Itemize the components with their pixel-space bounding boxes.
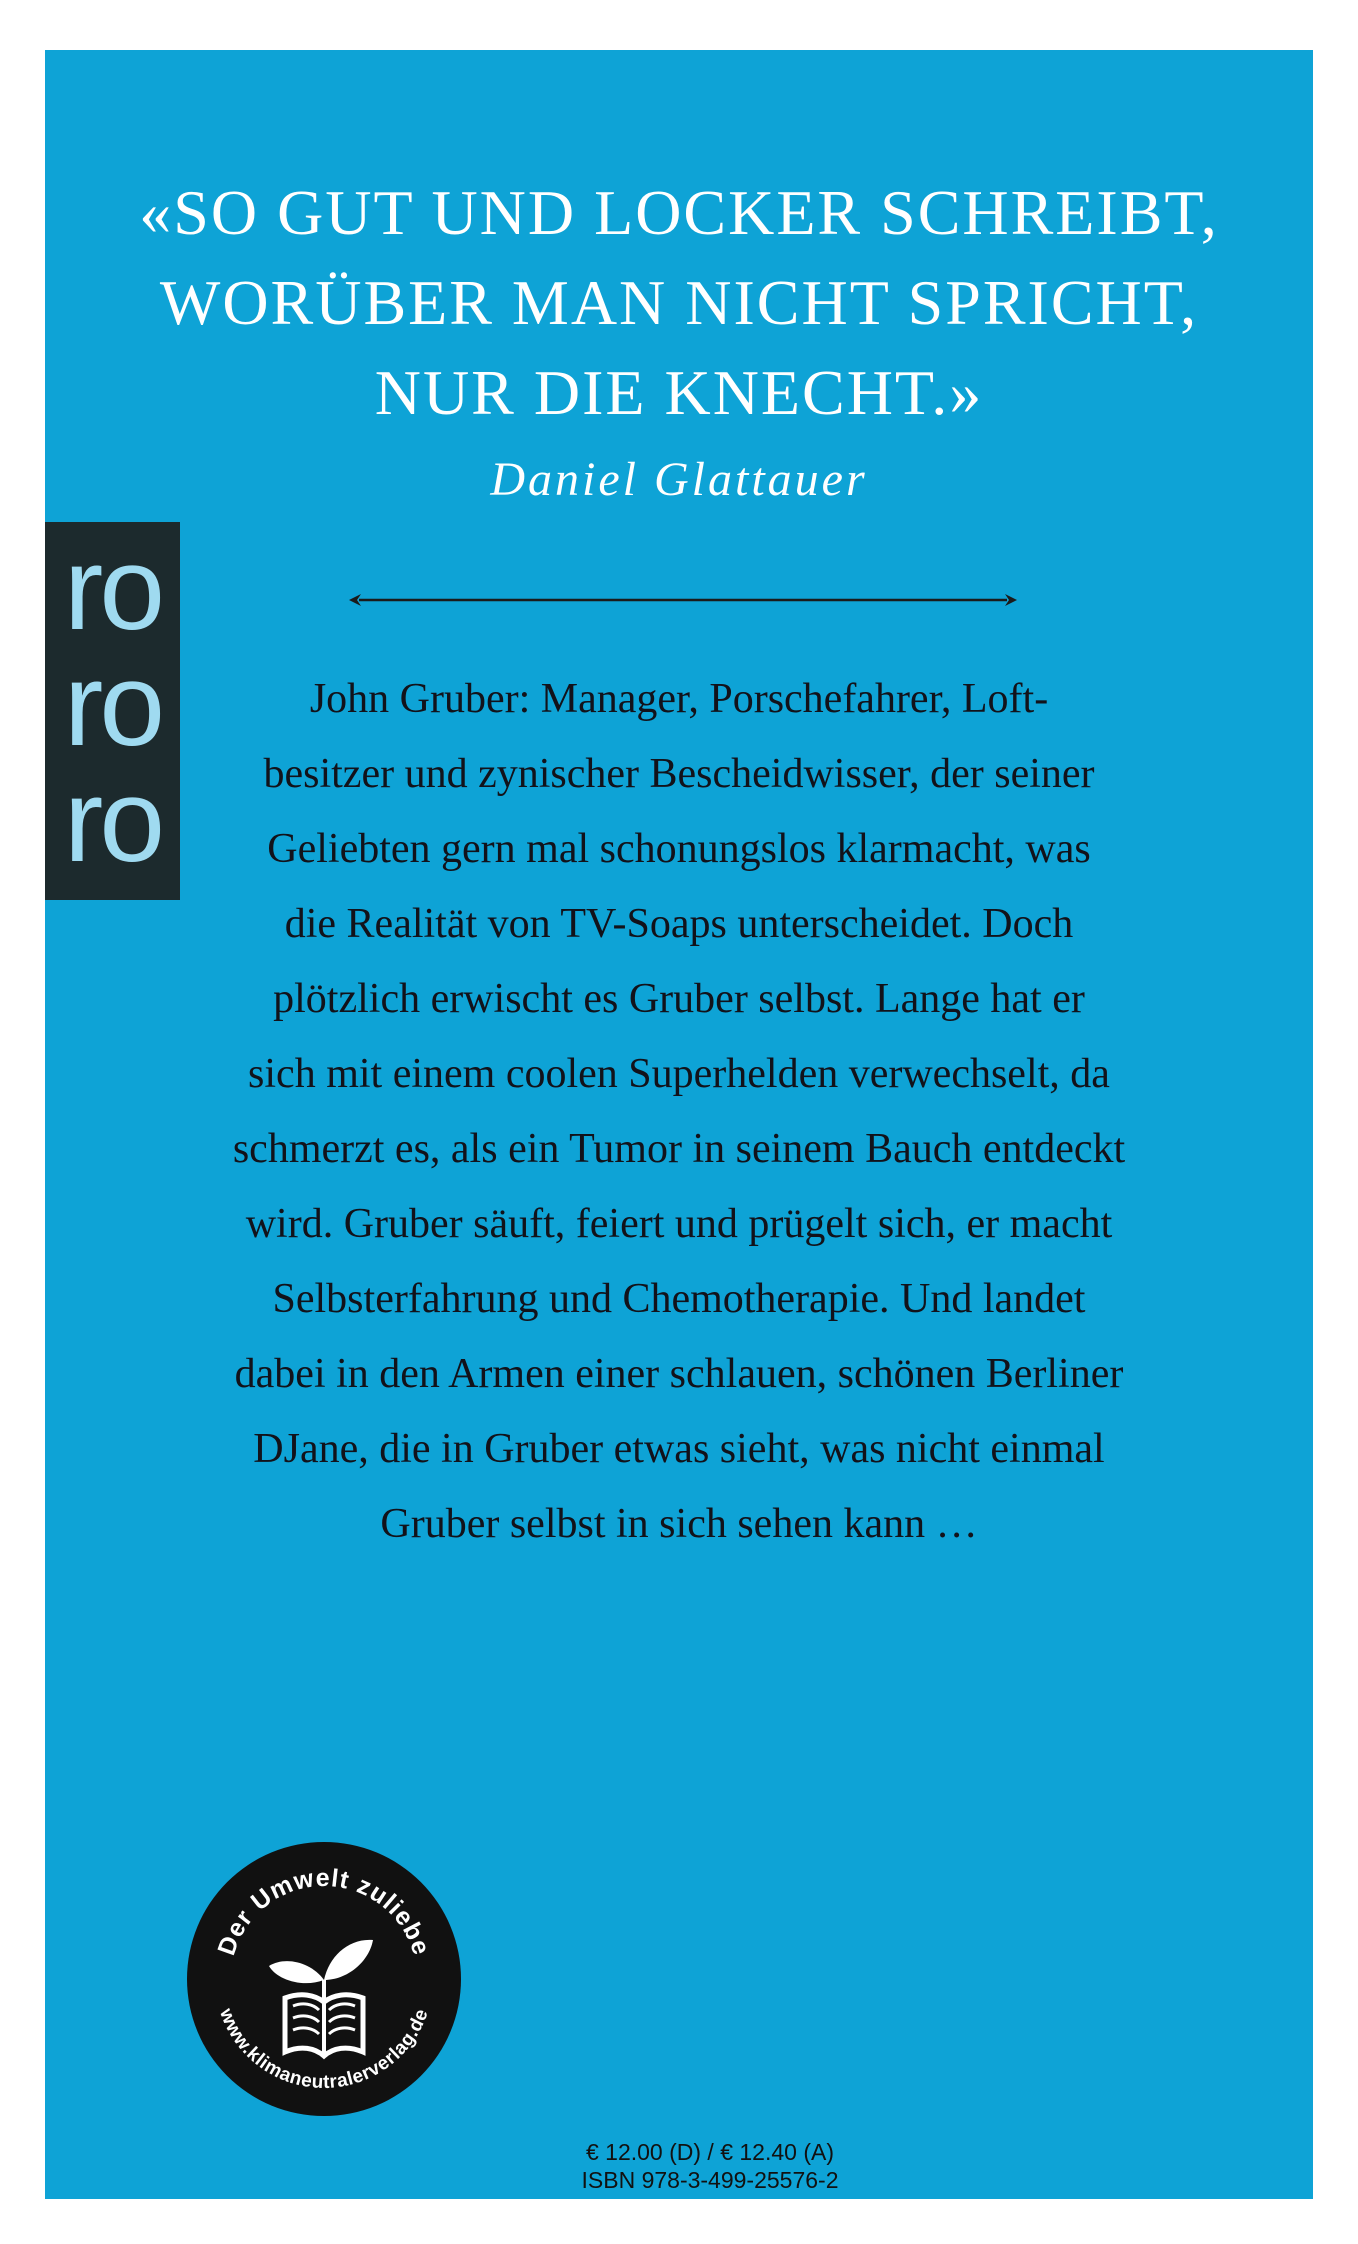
logo-row: ro xyxy=(64,755,161,887)
back-cover xyxy=(45,50,1313,2199)
blurb-line: schmerzt es, als ein Tumor in seinem Bauch entdeckt xyxy=(232,1126,1126,1172)
price-label: € 12.00 (D) / € 12.40 (A) xyxy=(585,2139,834,2165)
book-blurb xyxy=(45,662,1313,1562)
seal-top-text: Der Umwelt zuliebe xyxy=(212,1863,436,1959)
publisher-logo xyxy=(45,522,180,900)
blurb-line: Gruber selbst in sich sehen kann … xyxy=(380,1501,978,1547)
cover-quote xyxy=(45,168,1313,438)
quote-line: NUR DIE KNECHT.» xyxy=(374,357,984,428)
quote-line: WORÜBER MAN NICHT SPRICHT, xyxy=(159,267,1199,338)
blurb-line: dabei in den Armen einer schlauen, schönen Berliner xyxy=(234,1351,1124,1397)
blurb-line: plötzlich erwischt es Gruber selbst. Lange hat er xyxy=(273,976,1085,1022)
blurb-line: die Realität von TV-Soaps unterscheidet. Doch xyxy=(284,901,1074,947)
blurb-line: besitzer und zynischer Bescheidwisser, der seiner xyxy=(263,751,1095,797)
blurb-line: Geliebten gern mal schonungslos klarmacht, was xyxy=(267,826,1091,872)
blurb-line: Selbsterfahrung und Chemotherapie. Und landet xyxy=(272,1276,1086,1322)
ornament-divider-icon xyxy=(347,588,1019,612)
quote-author: Daniel Glattauer xyxy=(490,453,868,506)
logo-row: ro xyxy=(64,523,161,655)
blurb-line: sich mit einem coolen Superhelden verwechselt, da xyxy=(248,1051,1110,1097)
blurb-line: John Gruber: Manager, Porschefahrer, Loft- xyxy=(309,676,1049,722)
quote-line: «SO GUT UND LOCKER SCHREIBT, xyxy=(139,177,1219,248)
seal-bottom-text: www.klimaneutralerverlag.de xyxy=(215,2005,433,2094)
isbn-label: ISBN 978-3-499-25576-2 xyxy=(581,2167,839,2193)
logo-row: ro xyxy=(64,639,161,771)
blurb-line: DJane, die in Gruber etwas sieht, was nicht einmal xyxy=(253,1426,1105,1472)
blurb-line: wird. Gruber säuft, feiert und prügelt sich, er macht xyxy=(245,1201,1113,1247)
eco-seal xyxy=(185,1840,463,2118)
